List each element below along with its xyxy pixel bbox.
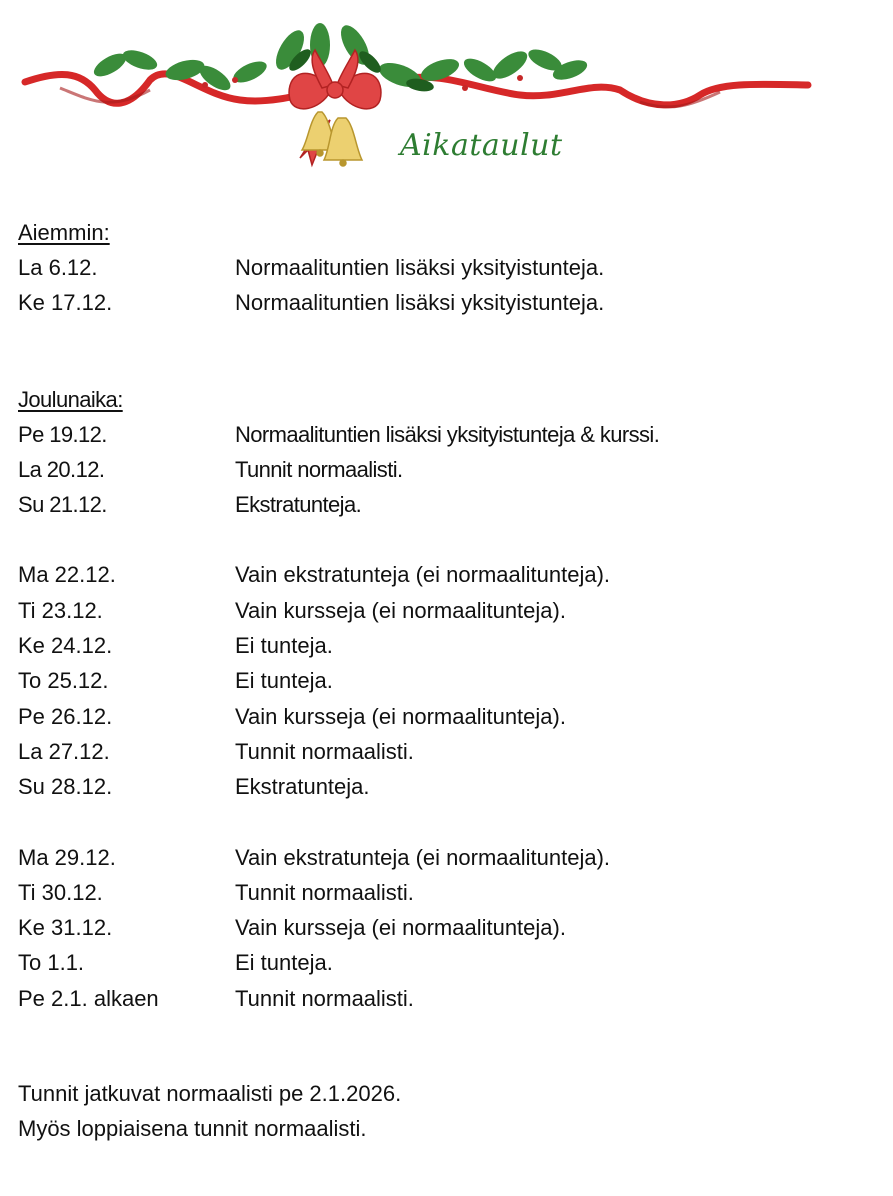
schedule-date: La 6.12. (18, 255, 98, 280)
schedule-row (18, 285, 878, 320)
schedule-row (18, 663, 878, 698)
banner-title: Aikataulut (400, 128, 563, 163)
note-line: Tunnit jatkuvat normaalisti pe 2.1.2026. (18, 1081, 402, 1107)
schedule-date: Pe 19.12. (18, 421, 107, 447)
section-heading: Aiemmin: (18, 220, 110, 245)
schedule-description: Normaalituntien lisäksi yksityistunteja. (235, 290, 605, 316)
spacer (18, 805, 878, 840)
section-joulunaika (18, 383, 878, 523)
schedule-description: Tunnit normaalisti. (235, 985, 414, 1011)
spacer (18, 1016, 878, 1058)
schedule-description: Vain kursseja (ei normaalitunteja). (235, 915, 566, 941)
schedule-date: Ke 17.12. (18, 290, 113, 316)
schedule-row (18, 487, 878, 522)
christmas-garland-banner (0, 0, 893, 190)
schedule-group-week-52 (18, 557, 878, 804)
schedule-description: Ei tunteja. (235, 668, 333, 694)
schedule-date: To 1.1. (18, 950, 85, 976)
schedule-description: Normaalituntien lisäksi yksityistunteja & kurssi. (235, 421, 660, 447)
schedule-description: Ei tunteja. (235, 633, 333, 659)
schedule-row (18, 910, 878, 945)
schedule-description: Vain kursseja (ei normaalitunteja). (235, 703, 566, 729)
schedule-date: Su 21.12. (18, 492, 107, 518)
schedule-row (18, 452, 878, 487)
schedule-date: Ke 24.12. (18, 633, 113, 659)
spacer (18, 363, 878, 383)
schedule-date: Ti 23.12. (18, 597, 103, 623)
schedule-row (18, 945, 878, 980)
schedule-row (18, 628, 878, 663)
schedule-row (18, 557, 878, 592)
schedule-date: Pe 2.1. alkaen (18, 985, 159, 1011)
schedule-row (18, 699, 878, 734)
schedule-row (18, 875, 878, 910)
schedule-description: Vain kursseja (ei normaalitunteja). (235, 597, 566, 623)
schedule-row (18, 417, 878, 452)
schedule-row (18, 981, 878, 1016)
spacer (18, 522, 878, 557)
schedule-description: Tunnit normaalisti. (235, 738, 414, 764)
schedule-date: Su 28.12. (18, 774, 113, 800)
schedule-date: Pe 26.12. (18, 703, 113, 729)
schedule-description: Tunnit normaalisti. (235, 879, 414, 905)
schedule-content (18, 216, 878, 1146)
spacer (18, 321, 878, 363)
spacer (18, 1058, 878, 1076)
note-line: Myös loppiaisena tunnit normaalisti. (18, 1116, 367, 1142)
schedule-date: La 27.12. (18, 738, 110, 764)
schedule-date: Ti 30.12. (18, 879, 103, 905)
schedule-description: Ekstratunteja. (235, 492, 362, 518)
schedule-row (18, 769, 878, 804)
schedule-row (18, 250, 878, 285)
schedule-date: Ke 31.12. (18, 915, 113, 941)
notes (18, 1076, 878, 1146)
schedule-date: Ma 29.12. (18, 844, 116, 870)
schedule-date: La 20.12. (18, 456, 105, 482)
schedule-description: Ekstratunteja. (235, 774, 370, 800)
schedule-date: Ma 22.12. (18, 562, 116, 588)
schedule-description: Tunnit normaalisti. (235, 456, 403, 482)
schedule-description: Vain ekstratunteja (ei normaalitunteja). (235, 562, 611, 588)
section-heading: Joulunaika: (18, 386, 123, 412)
schedule-description: Normaalituntien lisäksi yksityistunteja. (235, 255, 605, 280)
schedule-group-week-1 (18, 840, 878, 1016)
schedule-date: To 25.12. (18, 668, 109, 694)
schedule-description: Ei tunteja. (235, 950, 333, 976)
schedule-description: Vain ekstratunteja (ei normaalitunteja). (235, 844, 611, 870)
schedule-row (18, 593, 878, 628)
section-aiemmin (18, 216, 878, 321)
schedule-row (18, 734, 878, 769)
schedule-row (18, 840, 878, 875)
